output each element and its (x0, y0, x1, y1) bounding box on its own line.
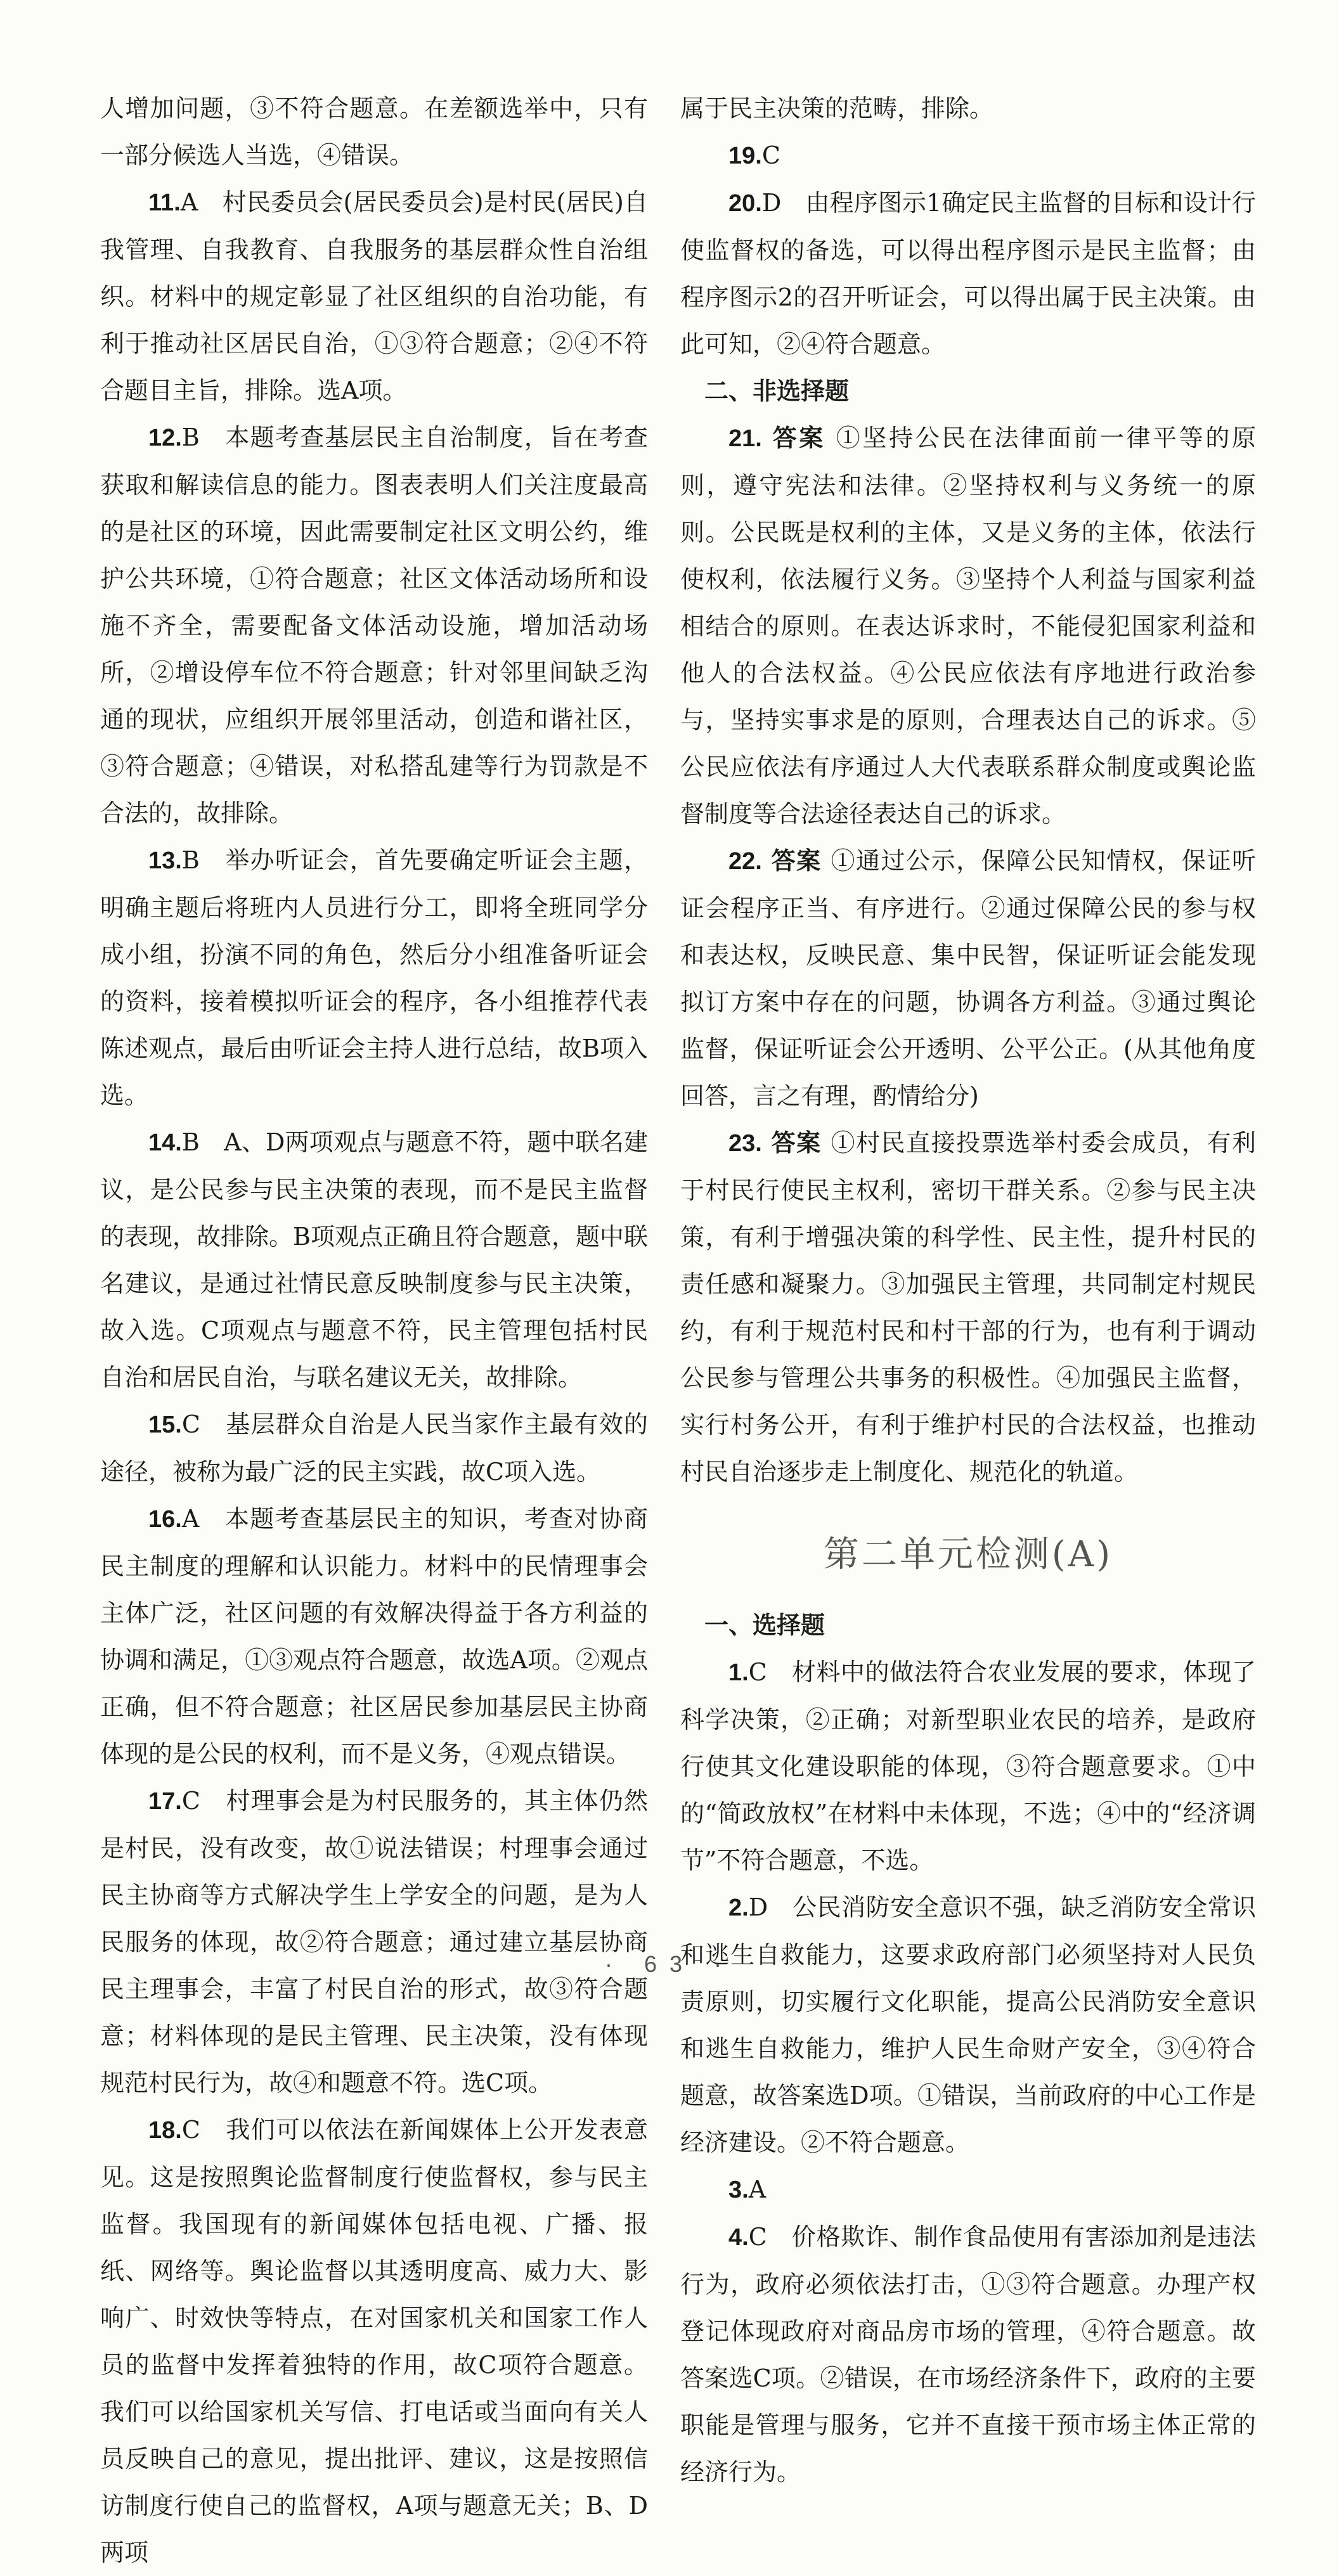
answer-tag: 答案 (761, 1128, 831, 1157)
answer-text: C 村理事会是为村民服务的，其主体仍然是村民，没有改变，故①说法错误；村理事会通过民主协商等方式解决学生上学安全的问题，是为人民服务的体现，故②符合题意；通过建立基层协商民主理事会，丰富了村民自治的形式，故③符合题意；材料体现的是民主管理、民主决策，没有体现规范村民行为，故④和题意不符。选C项。 (100, 1787, 648, 2097)
question-number: 3. (728, 2177, 749, 2203)
question-number: 16. (148, 1506, 182, 1533)
left-answer-item (100, 837, 648, 1119)
answer-text: ①坚持公民在法律面前一律平等的原则，遵守宪法和法律。②坚持权利与义务统一的原则。公民既是权利的主体，又是义务的主体，依法行使权利，依法履行义务。③坚持个人利益与国家利益相结合的原则。在表达诉求时，不能侵犯国家利益和他人的合法权益。④公民应依法有序地进行政治参与，坚持实事求是的原则，合理表达自己的诉求。⑤公民应依法有序通过人大代表联系群众制度或舆论监督制度等合法途径表达自己的诉求。 (680, 424, 1256, 828)
answer-text: ①村民直接投票选举村委会成员，有利于村民行使民主权利，密切干群关系。②参与民主决策，有利于增强决策的科学性、民主性，提升村民的责任感和凝聚力。③加强民主管理，共同制定村规民约，有利于规范村民和村干部的行为，也有利于调动公民参与管理公共事务的积极性。④加强民主监督，实行村务公开，有利于维护村民的合法权益，也推动村民自治逐步走上制度化、规范化的轨道。 (680, 1129, 1256, 1486)
answer-text: 属于民主决策的范畴，排除。 (680, 94, 994, 122)
nonchoice-answer-item (680, 1119, 1256, 1495)
answer-text: A 村民委员会(居民委员会)是村民(居民)自我管理、自我教育、自我服务的基层群众性自治组织。材料中的规定彰显了社区组织的自治功能，有利于推动社区居民自治，①③符合题意；②④不符合题目主旨，排除。选A项。 (100, 188, 648, 404)
question-number: 21. (728, 425, 762, 452)
nonchoice-answer-item (680, 415, 1256, 837)
right-answer-item (680, 132, 1256, 179)
answer-text: D 公民消防安全意识不强，缺乏消防安全常识和逃生自救能力，这要求政府部门必须坚持对人民负责原则，切实履行文化职能，提高公民消防安全意识和逃生自救能力，维护人民生命财产安全，③④符合题意，故答案选D项。①错误，当前政府的中心工作是经济建设。②不符合题意。 (680, 1893, 1256, 2156)
question-number: 22. (728, 848, 762, 875)
question-number: 4. (728, 2224, 749, 2251)
left-answer-item (100, 1119, 648, 1401)
answer-text: D 由程序图示1确定民主监督的目标和设计行使监督权的备选，可以得出程序图示是民主监督；由程序图示2的召开听证会，可以得出属于民主决策。由此可知，②④符合题意。 (680, 189, 1256, 358)
left-column (100, 85, 648, 2576)
question-number: 13. (148, 847, 182, 874)
question-number: 1. (728, 1659, 749, 1686)
answer-text: A 本题考查基层民主的知识，考查对协商民主制度的理解和认识能力。材料中的民情理事会主体广泛，社区问题的有效解决得益于各方利益的协调和满足，①③观点符合题意，故选A项。②观点正确，但不符合题意；社区居民参加基层民主协商体现的是公民的权利，而不是义务，④观点错误。 (100, 1505, 648, 1768)
answer-tag: 答案 (761, 846, 831, 875)
question-number: 11. (148, 190, 181, 216)
unit-title: 第二单元检测(A) (823, 1534, 1113, 1575)
unit2-answer-item (680, 1649, 1256, 1884)
answer-text: ①通过公示，保障公民知情权，保证听证会程序正当、有序进行。②通过保障公民的参与权和表达权，反映民意、集中民智，保证听证会能发现拟订方案中存在的问题，协调各方利益。③通过舆论监督，保证听证会公开透明、公平公正。(从其他角度回答，言之有理，酌情给分) (680, 847, 1256, 1110)
left-answer-item (100, 414, 648, 837)
question-number: 20. (728, 190, 762, 217)
page-number: · 63 · (604, 1951, 735, 1977)
answer-text: C 基层群众自治是人民当家作主最有效的途径，被称为最广泛的民主实践，故C项入选。 (100, 1410, 648, 1486)
answer-text: B A、D两项观点与题意不符，题中联名建议，是公民参与民主决策的表现，而不是民主监督的表现，故排除。B项观点正确且符合题意，题中联名建议，是通过社情民意反映制度参与民主决策，故入选。C项观点与题意不符，民主管理包括村民自治和居民自治，与联名建议无关，故排除。 (100, 1128, 648, 1391)
answer-text: A (748, 2175, 767, 2203)
answer-tag: 答案 (761, 423, 836, 452)
question-number: 15. (148, 1412, 182, 1438)
left-answer-item (100, 1777, 648, 2106)
answer-text: B 举办听证会，首先要确定听证会主题，明确主题后将班内人员进行分工，即将全班同学分成小组，扮演不同的角色，然后分小组准备听证会的资料，接着模拟听证会的程序，各小组推荐代表陈述观点，最后由听证会主持人进行总结，故B项入选。 (100, 846, 648, 1109)
unit2-answer-item (680, 2166, 1256, 2213)
left-answer-item (100, 85, 648, 179)
nonchoice-answer-item (680, 837, 1256, 1119)
left-answer-item (100, 179, 648, 414)
answer-text: C 价格欺诈、制作食品使用有害添加剂是违法行为，政府必须依法打击，①③符合题意。办理产权登记体现政府对商品房市场的管理，④符合题意。故答案选C项。②错误，在市场经济条件下，政府的主要职能是管理与服务，它并不直接干预市场主体正常的经济行为。 (680, 2223, 1256, 2486)
question-number: 17. (148, 1788, 182, 1815)
right-answer-item (680, 179, 1256, 368)
question-number: 23. (728, 1130, 762, 1157)
answer-text: 人增加问题，③不符合题意。在差额选举中，只有一部分候选人当选，④错误。 (100, 94, 648, 169)
section-heading-choice: 一、选择题 (704, 1611, 825, 1639)
right-top-answers (680, 85, 1256, 368)
section-heading-nonchoice: 二、非选择题 (704, 377, 850, 405)
question-number: 2. (728, 1895, 749, 1921)
question-number: 19. (728, 143, 762, 169)
nonchoice-answers (680, 415, 1256, 1495)
unit2-answer-item (680, 2213, 1256, 2496)
question-number: 18. (148, 2117, 182, 2144)
unit2-answer-item (680, 1884, 1256, 2166)
right-column (680, 85, 1256, 2496)
question-number: 12. (148, 425, 182, 451)
question-number: 14. (148, 1130, 182, 1156)
answer-text: B 本题考查基层民主自治制度，旨在考查获取和解读信息的能力。图表表明人们关注度最高的是社区的环境，因此需要制定社区文明公约，维护公共环境，①符合题意；社区文体活动场所和设施不齐全，需要配备文体活动设施，增加活动场所，②增设停车位不符合题意；针对邻里间缺乏沟通的现状，应组织开展邻里活动，创造和谐社区，③符合题意；④错误，对私搭乱建等行为罚款是不合法的，故排除。 (100, 423, 648, 827)
unit2-answers (680, 1649, 1256, 2496)
left-answer-item (100, 2106, 648, 2576)
right-answer-item (680, 85, 1256, 132)
left-answer-item (100, 1401, 648, 1495)
answer-text: C 材料中的做法符合农业发展的要求，体现了科学决策，②正确；对新型职业农民的培养，是政府行使其文化建设职能的体现，③符合题意要求。①中的“简政放权”在材料中未体现，不选；④中的“经济调节”不符合题意，不选。 (680, 1658, 1256, 1874)
answer-text: C (761, 141, 780, 169)
left-answer-item (100, 1495, 648, 1777)
answer-text: C 我们可以依法在新闻媒体上公开发表意见。这是按照舆论监督制度行使监督权，参与民主监督。我国现有的新闻媒体包括电视、广播、报纸、网络等。舆论监督以其透明度高、威力大、影响广、时效快等特点，在对国家机关和国家工作人员的监督中发挥着独特的作用，故C项符合题意。我们可以给国家机关写信、打电话或当面向有关人员反映自己的意见，提出批评、建议，这是按照信访制度行使自己的监督权，A项与题意无关；B、D两项 (100, 2116, 648, 2566)
